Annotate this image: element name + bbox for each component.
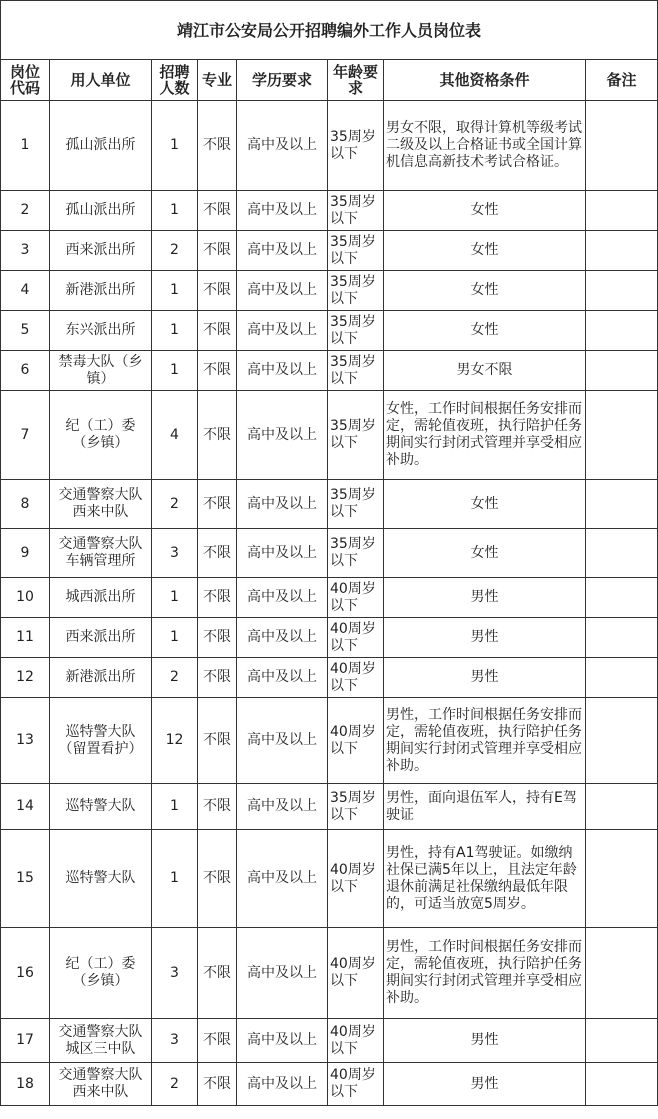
table-cell-other: 男性 bbox=[384, 1019, 586, 1063]
table-cell-count: 3 bbox=[152, 1019, 198, 1063]
table-row bbox=[1, 658, 658, 698]
table-cell-other: 男女不限，取得计算机等级考试二级及以上合格证书或全国计算机信息高新技术考试合格证。 bbox=[384, 101, 586, 191]
table-cell-other: 男性，持有A1驾驶证。如缴纳社保已满5年以上，且法定年龄退休前满足社保缴纳最低年限的，可适当放宽5周岁。 bbox=[384, 830, 586, 928]
table-cell-code: 10 bbox=[1, 578, 50, 618]
table-cell-education: 高中及以上 bbox=[237, 191, 328, 231]
table-cell-major: 不限 bbox=[198, 191, 237, 231]
table-cell-major: 不限 bbox=[198, 1063, 237, 1106]
table-cell-count: 1 bbox=[152, 101, 198, 191]
table-cell-education: 高中及以上 bbox=[237, 351, 328, 391]
table-cell-major: 不限 bbox=[198, 311, 237, 351]
header-major: 专业 bbox=[198, 60, 237, 101]
table-cell-count: 4 bbox=[152, 391, 198, 480]
table-cell-age: 40周岁以下 bbox=[328, 658, 384, 698]
table-cell-other: 男性，面向退伍军人，持有E驾驶证 bbox=[384, 784, 586, 830]
table-cell-remark bbox=[586, 658, 658, 698]
table-cell-remark bbox=[586, 231, 658, 271]
table-cell-remark bbox=[586, 928, 658, 1019]
table-cell-age: 35周岁以下 bbox=[328, 529, 384, 578]
header-row bbox=[1, 60, 658, 101]
table-cell-unit: 交通警察大队西来中队 bbox=[50, 1063, 152, 1106]
table-cell-code: 6 bbox=[1, 351, 50, 391]
table-cell-age: 35周岁以下 bbox=[328, 271, 384, 311]
header-age: 年龄要求 bbox=[328, 60, 384, 101]
header-other: 其他资格条件 bbox=[384, 60, 586, 101]
table-cell-education: 高中及以上 bbox=[237, 784, 328, 830]
table-cell-major: 不限 bbox=[198, 698, 237, 784]
table-cell-unit: 东兴派出所 bbox=[50, 311, 152, 351]
table-cell-code: 12 bbox=[1, 658, 50, 698]
table-cell-remark bbox=[586, 1063, 658, 1106]
table-cell-code: 3 bbox=[1, 231, 50, 271]
table-cell-major: 不限 bbox=[198, 830, 237, 928]
table-cell-other: 女性 bbox=[384, 231, 586, 271]
table-cell-education: 高中及以上 bbox=[237, 101, 328, 191]
table-cell-education: 高中及以上 bbox=[237, 830, 328, 928]
table-cell-code: 18 bbox=[1, 1063, 50, 1106]
table-cell-code: 17 bbox=[1, 1019, 50, 1063]
table-cell-count: 1 bbox=[152, 271, 198, 311]
table-cell-count: 1 bbox=[152, 191, 198, 231]
table-cell-major: 不限 bbox=[198, 271, 237, 311]
table-cell-major: 不限 bbox=[198, 231, 237, 271]
table-row bbox=[1, 830, 658, 928]
page-title: 靖江市公安局公开招聘编外工作人员岗位表 bbox=[1, 1, 658, 60]
table-cell-major: 不限 bbox=[198, 578, 237, 618]
table-cell-other: 女性 bbox=[384, 529, 586, 578]
table-cell-age: 40周岁以下 bbox=[328, 618, 384, 658]
table-cell-code: 2 bbox=[1, 191, 50, 231]
table-row bbox=[1, 351, 658, 391]
table-cell-unit: 巡特警大队 bbox=[50, 830, 152, 928]
table-cell-remark bbox=[586, 480, 658, 529]
header-unit: 用人单位 bbox=[50, 60, 152, 101]
table-row bbox=[1, 578, 658, 618]
table-cell-other: 男性，工作时间根据任务安排而定，需轮值夜班，执行陪护任务期间实行封闭式管理并享受相应补助。 bbox=[384, 698, 586, 784]
table-cell-unit: 交通警察大队城区三中队 bbox=[50, 1019, 152, 1063]
table-cell-major: 不限 bbox=[198, 101, 237, 191]
table-cell-count: 3 bbox=[152, 529, 198, 578]
table-cell-remark bbox=[586, 311, 658, 351]
table-cell-unit: 西来派出所 bbox=[50, 618, 152, 658]
table-cell-remark bbox=[586, 391, 658, 480]
table-cell-unit: 新港派出所 bbox=[50, 271, 152, 311]
table-row bbox=[1, 271, 658, 311]
table-cell-age: 40周岁以下 bbox=[328, 1063, 384, 1106]
table-cell-other: 女性 bbox=[384, 271, 586, 311]
table-cell-major: 不限 bbox=[198, 480, 237, 529]
table-cell-code: 9 bbox=[1, 529, 50, 578]
table-cell-age: 35周岁以下 bbox=[328, 784, 384, 830]
table-cell-unit: 孤山派出所 bbox=[50, 191, 152, 231]
table-cell-other: 女性 bbox=[384, 191, 586, 231]
table-cell-code: 5 bbox=[1, 311, 50, 351]
table-cell-count: 2 bbox=[152, 480, 198, 529]
table-cell-code: 14 bbox=[1, 784, 50, 830]
table-row bbox=[1, 618, 658, 658]
header-code: 岗位代码 bbox=[1, 60, 50, 101]
table-cell-education: 高中及以上 bbox=[237, 698, 328, 784]
table-cell-count: 1 bbox=[152, 784, 198, 830]
table-cell-count: 1 bbox=[152, 830, 198, 928]
table-row bbox=[1, 391, 658, 480]
table-cell-education: 高中及以上 bbox=[237, 480, 328, 529]
header-remark: 备注 bbox=[586, 60, 658, 101]
table-cell-age: 35周岁以下 bbox=[328, 191, 384, 231]
table-cell-code: 11 bbox=[1, 618, 50, 658]
table-cell-unit: 纪（工）委（乡镇） bbox=[50, 928, 152, 1019]
table-cell-unit: 交通警察大队车辆管理所 bbox=[50, 529, 152, 578]
table-row bbox=[1, 311, 658, 351]
table-cell-count: 2 bbox=[152, 231, 198, 271]
table-cell-code: 16 bbox=[1, 928, 50, 1019]
table-cell-education: 高中及以上 bbox=[237, 311, 328, 351]
table-cell-education: 高中及以上 bbox=[237, 271, 328, 311]
table-cell-remark bbox=[586, 271, 658, 311]
table-cell-education: 高中及以上 bbox=[237, 391, 328, 480]
table-cell-age: 35周岁以下 bbox=[328, 351, 384, 391]
table-cell-remark bbox=[586, 830, 658, 928]
table-cell-unit: 孤山派出所 bbox=[50, 101, 152, 191]
table-row bbox=[1, 698, 658, 784]
table-cell-education: 高中及以上 bbox=[237, 529, 328, 578]
table-cell-count: 12 bbox=[152, 698, 198, 784]
table-cell-other: 女性 bbox=[384, 311, 586, 351]
table-cell-other: 男性 bbox=[384, 1063, 586, 1106]
header-education: 学历要求 bbox=[237, 60, 328, 101]
table-cell-unit: 禁毒大队（乡镇） bbox=[50, 351, 152, 391]
table-cell-remark bbox=[586, 578, 658, 618]
table-cell-other: 女性，工作时间根据任务安排而定，需轮值夜班，执行陪护任务期间实行封闭式管理并享受相应补助。 bbox=[384, 391, 586, 480]
table-cell-remark bbox=[586, 101, 658, 191]
table-cell-remark bbox=[586, 618, 658, 658]
table-cell-major: 不限 bbox=[198, 618, 237, 658]
table-row bbox=[1, 529, 658, 578]
table-cell-count: 1 bbox=[152, 578, 198, 618]
table-row bbox=[1, 231, 658, 271]
table-cell-age: 40周岁以下 bbox=[328, 698, 384, 784]
table-cell-age: 35周岁以下 bbox=[328, 311, 384, 351]
table-row bbox=[1, 784, 658, 830]
table-body bbox=[1, 101, 658, 1106]
table-cell-education: 高中及以上 bbox=[237, 618, 328, 658]
table-cell-education: 高中及以上 bbox=[237, 658, 328, 698]
table-cell-education: 高中及以上 bbox=[237, 1019, 328, 1063]
table-cell-age: 35周岁以下 bbox=[328, 480, 384, 529]
table-cell-unit: 交通警察大队西来中队 bbox=[50, 480, 152, 529]
table-cell-major: 不限 bbox=[198, 784, 237, 830]
table-cell-count: 3 bbox=[152, 928, 198, 1019]
table-cell-unit: 巡特警大队 bbox=[50, 784, 152, 830]
table-cell-age: 35周岁以下 bbox=[328, 101, 384, 191]
table-cell-code: 4 bbox=[1, 271, 50, 311]
table-cell-count: 1 bbox=[152, 311, 198, 351]
table-row bbox=[1, 101, 658, 191]
table-cell-education: 高中及以上 bbox=[237, 1063, 328, 1106]
table-row bbox=[1, 191, 658, 231]
table-cell-code: 7 bbox=[1, 391, 50, 480]
header-count: 招聘人数 bbox=[152, 60, 198, 101]
table-cell-major: 不限 bbox=[198, 351, 237, 391]
table-cell-code: 15 bbox=[1, 830, 50, 928]
table-row bbox=[1, 1063, 658, 1106]
table-cell-other: 男性 bbox=[384, 578, 586, 618]
table-cell-remark bbox=[586, 698, 658, 784]
table-cell-unit: 城西派出所 bbox=[50, 578, 152, 618]
table-cell-count: 2 bbox=[152, 1063, 198, 1106]
table-cell-code: 1 bbox=[1, 101, 50, 191]
table-cell-unit: 纪（工）委（乡镇） bbox=[50, 391, 152, 480]
table-cell-remark bbox=[586, 784, 658, 830]
table-row bbox=[1, 480, 658, 529]
table-cell-major: 不限 bbox=[198, 658, 237, 698]
table-cell-count: 1 bbox=[152, 351, 198, 391]
table-cell-remark bbox=[586, 529, 658, 578]
table-cell-age: 35周岁以下 bbox=[328, 391, 384, 480]
table-cell-major: 不限 bbox=[198, 529, 237, 578]
table-cell-other: 男性 bbox=[384, 658, 586, 698]
table-cell-education: 高中及以上 bbox=[237, 231, 328, 271]
table-cell-age: 40周岁以下 bbox=[328, 1019, 384, 1063]
table-cell-code: 8 bbox=[1, 480, 50, 529]
table-cell-remark bbox=[586, 191, 658, 231]
table-cell-unit: 西来派出所 bbox=[50, 231, 152, 271]
table-row bbox=[1, 928, 658, 1019]
table-cell-age: 35周岁以下 bbox=[328, 231, 384, 271]
table-cell-education: 高中及以上 bbox=[237, 578, 328, 618]
table-cell-education: 高中及以上 bbox=[237, 928, 328, 1019]
table-cell-remark bbox=[586, 351, 658, 391]
table-cell-age: 40周岁以下 bbox=[328, 578, 384, 618]
table-cell-code: 13 bbox=[1, 698, 50, 784]
table-cell-other: 男性，工作时间根据任务安排而定，需轮值夜班，执行陪护任务期间实行封闭式管理并享受相应补助。 bbox=[384, 928, 586, 1019]
table-cell-age: 40周岁以下 bbox=[328, 928, 384, 1019]
table-cell-major: 不限 bbox=[198, 928, 237, 1019]
table-cell-other: 女性 bbox=[384, 480, 586, 529]
table-cell-major: 不限 bbox=[198, 391, 237, 480]
table-cell-remark bbox=[586, 1019, 658, 1063]
table-cell-count: 1 bbox=[152, 618, 198, 658]
table-cell-major: 不限 bbox=[198, 1019, 237, 1063]
table-cell-other: 男性 bbox=[384, 618, 586, 658]
table-cell-count: 2 bbox=[152, 658, 198, 698]
table-cell-other: 男女不限 bbox=[384, 351, 586, 391]
table-cell-unit: 巡特警大队（留置看护） bbox=[50, 698, 152, 784]
table-cell-unit: 新港派出所 bbox=[50, 658, 152, 698]
table-cell-age: 40周岁以下 bbox=[328, 830, 384, 928]
table-row bbox=[1, 1019, 658, 1063]
